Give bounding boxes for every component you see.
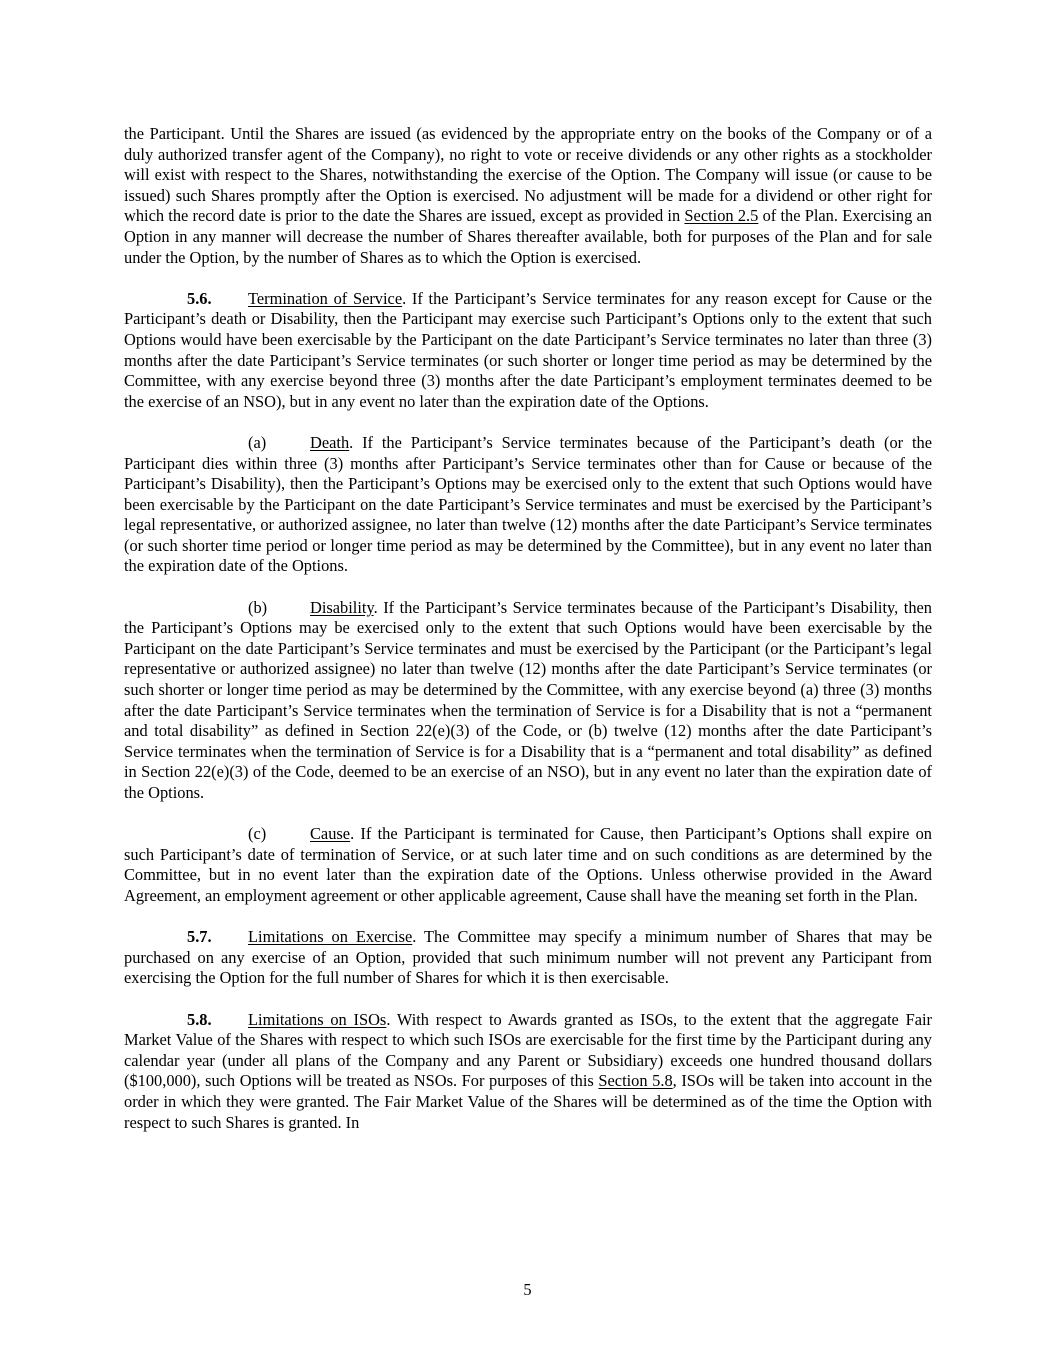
subsection-heading: Death xyxy=(310,432,350,452)
section-heading: Limitations on Exercise xyxy=(248,927,413,947)
document-page xyxy=(124,124,932,1154)
section-body: . If the Participant’s Service terminates for any reason except for Cause or the Participant’s death or Disability, then the Participant may exercise such Participant’s Options only to the extent that such Options would have been exercisable by the Participant on the date Participant’s Service terminates no later than three (3) months after the date Participant’s Service terminates (or such shorter or longer time period as may be determined by the Committee, with any exercise beyond three (3) months after the date Participant’s employment terminates deemed to be the exercise of an NSO), but in any event no later than the expiration date of the Options. xyxy=(124,288,932,411)
subsection-b-disability xyxy=(124,598,932,804)
section-body: . With respect to Awards granted as ISOs, to the extent that the aggregate Fair Market Value of the Shares with respect to which such ISOs are exercisable for the first time by the Participant during any calendar year (under all plans of the Company and any Parent or Subsidiary) exceeds one hundred thousand dollars ($100,000), such Options will be treated as NSOs. For purposes of this xyxy=(124,1009,933,1091)
page-number: 5 xyxy=(523,1280,532,1299)
section-number: 5.7. xyxy=(187,927,212,947)
section-heading: Termination of Service xyxy=(248,288,403,308)
section-5-8: 5.8. Limitations on ISOs. With respect to Awards granted as ISOs, to the extent that the aggregate Fair Market Value of the Shares with respect to which such ISOs are exercisable for the first time by the Participant during any calendar year (under all plans of the Company and any Parent or Subsidiary) exceeds one hundred thousand dollars ($100,000), such Options will be treated as NSOs. For purposes of this Section 5.8, ISOs will be taken into account in the order in which they were granted. The Fair Market Value of the Shares will be determined as of the time the Option with respect to such Shares is granted. In xyxy=(124,1009,933,1132)
section-heading: Limitations on ISOs xyxy=(248,1009,387,1029)
subsection-c-cause xyxy=(124,824,932,906)
subsection-label: (c) xyxy=(248,824,267,844)
subsection-body: . If the Participant’s Service terminates because of the Participant’s death (or the Participant dies within three (3) months after Participant’s Service terminates other than for Cause or because of the Participant’s Disability), then the Participant’s Options may be exercised only to the extent that such Options would have been exercisable by the Participant on the date Participant’s Service terminates and must be exercised by the Participant’s legal representative, or authorized assignee, no later than twelve (12) months after the date Participant’s Service terminates (or such shorter time period or longer time period as may be determined by the Committee), but in any event no later than the expiration date of the Options. xyxy=(124,432,932,576)
subsection-a-death xyxy=(124,433,932,577)
section-5-6 xyxy=(124,289,932,413)
subsection-body: . If the Participant’s Service terminates because of the Participant’s Disability, then the Participant’s Options may be exercised only to the extent that such Options would have been exercisable by the Participant on the date Participant’s Service terminates and must be exercised by the Participant (or the Participant’s legal representative or authorized assignee) no later than twelve (12) months after the date Participant’s Service terminates (or such shorter or longer time period as may be determined by the Committee, with any exercise beyond (a) three (3) months after the date Participant’s Service terminates when the termination of Service is for a Disability that is not a “permanent and total disability” as defined in Section 22(e)(3) of the Code, or (b) twelve (12) months after the date Participant’s Service terminates when the termination of Service is for a Disability that is a “permanent and total disability” as defined in Section 22(e)(3) of the Code, deemed to be an exercise of an NSO), but in any event no later than the expiration date of the Options. xyxy=(124,597,932,802)
subsection-heading: Cause xyxy=(310,824,351,844)
section-2-5-reference: Section 2.5 xyxy=(684,206,759,226)
subsection-heading: Disability xyxy=(310,597,374,617)
subsection-label: (a) xyxy=(248,432,267,452)
section-number: 5.6. xyxy=(187,288,212,308)
subsection-body: . If the Participant is terminated for Cause, then Participant’s Options shall expire on such Participant’s date of termination of Service, or at such later time and on such conditions as are determined by the Committee, but in no event later than the expiration date of the Options. Unless otherwise provided in the Award Agreement, an employment agreement or other applicable agreement, Cause shall have the meaning set forth in the Plan. xyxy=(124,824,932,905)
section-5-8-reference: Section 5.8 xyxy=(598,1071,673,1091)
section-number: 5.8. xyxy=(187,1009,212,1029)
continuation-paragraph: the Participant. Until the Shares are issued (as evidenced by the appropriate entry on the books of the Company or of a duly authorized transfer agent of the Company), no right to vote or receive dividends or any other rights as a stockholder will exist with respect to the Shares, notwithstanding the exercise of the Option. The Company will issue (or cause to be issued) such Shares promptly after the Option is exercised. No adjustment will be made for a dividend or other right for which the record date is prior to the date the Shares are issued, except as provided in Section 2.5 of the Plan. Exercising an Option in any manner will decrease the number of Shares thereafter available, both for purposes of the Plan and for sale under the Option, by the number of Shares as to which the Option is exercised. xyxy=(124,124,933,267)
subsection-label: (b) xyxy=(248,597,268,617)
section-5-7 xyxy=(124,927,932,989)
section-body: . The Committee may specify a minimum number of Shares that may be purchased on any exercise of an Option, provided that such minimum number will not prevent any Participant from exercising the Option for the full number of Shares for which it is then exercisable. xyxy=(124,927,932,988)
